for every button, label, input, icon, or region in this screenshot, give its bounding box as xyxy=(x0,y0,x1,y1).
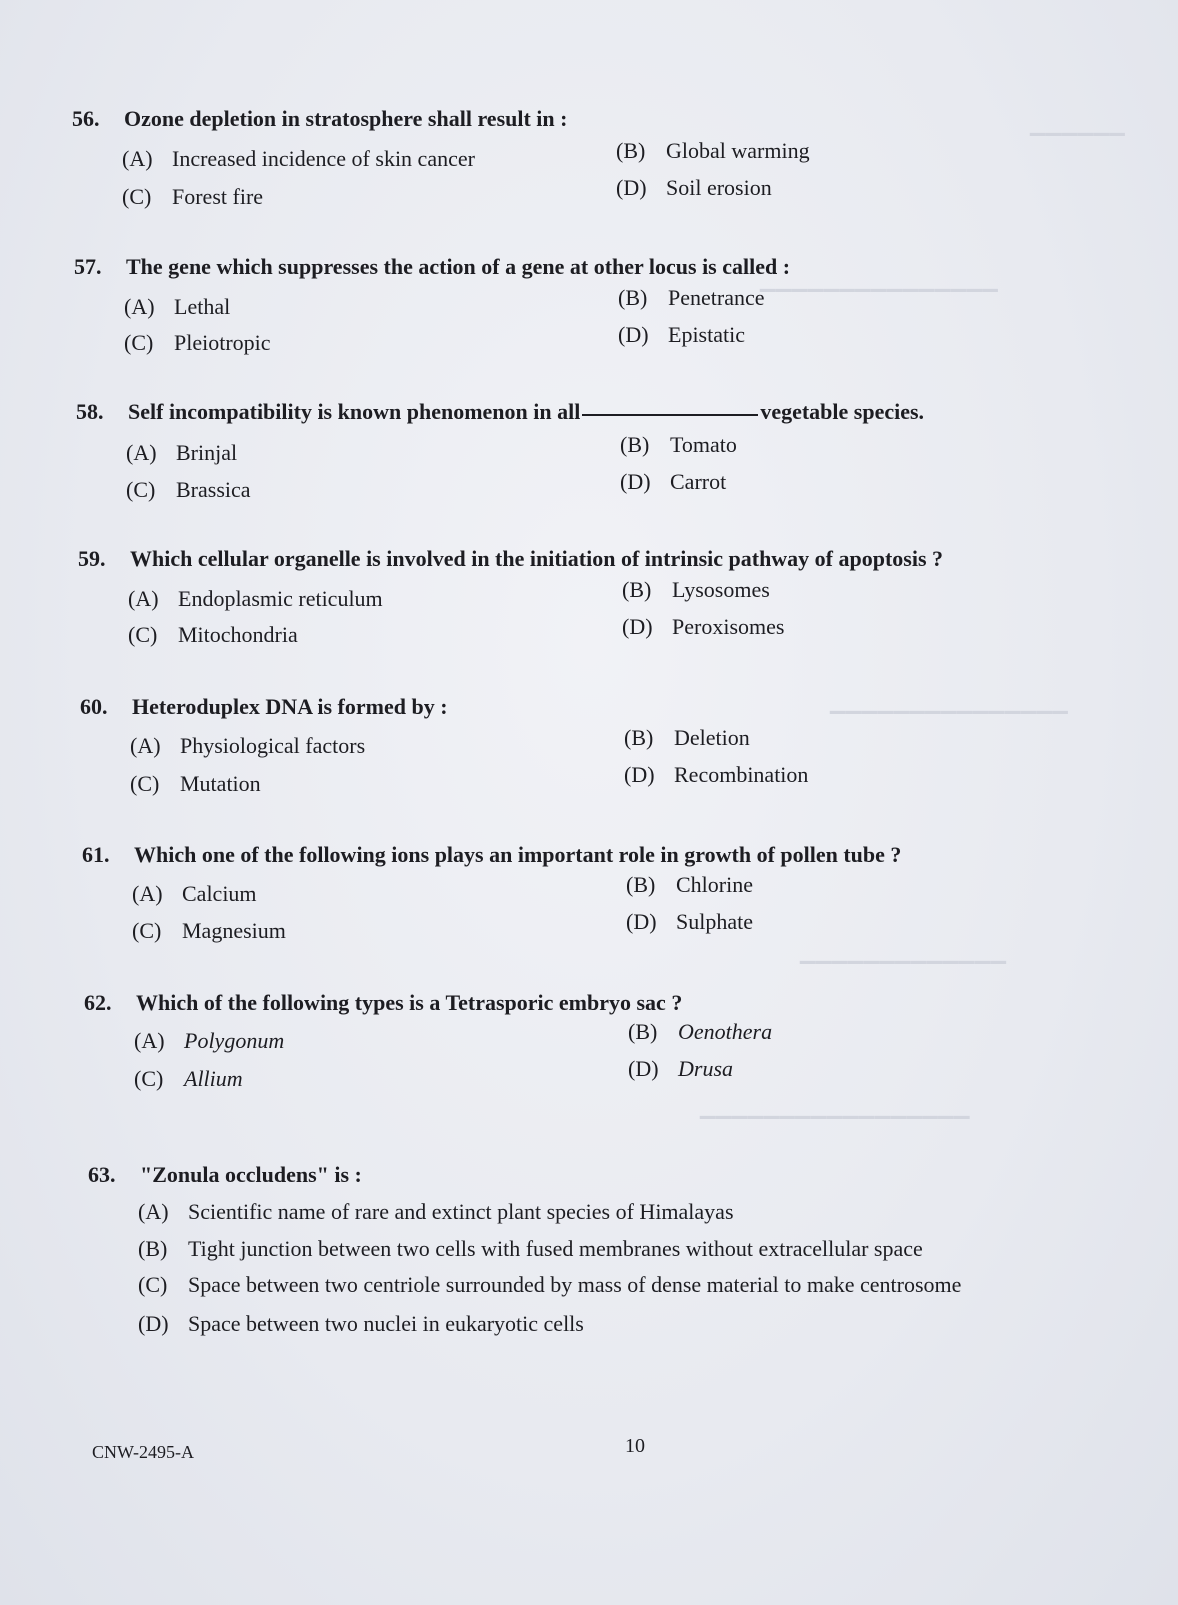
option-c xyxy=(126,477,251,503)
option-text: Physiological factors xyxy=(180,733,366,758)
option-d xyxy=(622,614,784,640)
option-text: Magnesium xyxy=(182,918,286,943)
option-label: (C) xyxy=(134,1066,164,1091)
option-b xyxy=(620,432,737,458)
question-text: Which of the following types is a Tetrasporic embryo sac ? xyxy=(136,990,683,1015)
option-label: (A) xyxy=(128,586,159,611)
option-d xyxy=(624,762,808,788)
option-c xyxy=(124,330,271,356)
option-c xyxy=(128,622,298,648)
option-label: (C) xyxy=(124,330,154,355)
option-b xyxy=(616,138,810,164)
question-stem xyxy=(76,399,924,425)
question-stem xyxy=(74,254,790,280)
option-label: (C) xyxy=(128,622,158,647)
option-label: (D) xyxy=(628,1056,659,1081)
question-text: Heteroduplex DNA is formed by : xyxy=(132,694,448,719)
question-number: 57. xyxy=(74,254,102,279)
option-text: Epistatic xyxy=(668,322,745,347)
question-stem xyxy=(84,990,682,1016)
option-d xyxy=(626,909,753,935)
option-text: Sulphate xyxy=(676,909,753,934)
option-label: (B) xyxy=(618,285,648,310)
option-label: (C) xyxy=(130,771,160,796)
option-text: Carrot xyxy=(670,469,727,494)
question-text: Ozone depletion in stratosphere shall result in : xyxy=(124,106,568,131)
option-label: (B) xyxy=(626,872,656,897)
option-c xyxy=(132,918,286,944)
option-label: (A) xyxy=(126,440,157,465)
option-label: (C) xyxy=(122,184,152,209)
option-c xyxy=(130,771,261,797)
question-text: Which one of the following ions plays an important role in growth of pollen tube ? xyxy=(134,842,902,867)
option-label: (A) xyxy=(130,733,161,758)
option-b xyxy=(626,872,753,898)
option-label: (B) xyxy=(622,577,652,602)
option-label: (D) xyxy=(622,614,653,639)
option-text: Lysosomes xyxy=(672,577,770,602)
question-stem xyxy=(80,694,448,720)
bleed-through-decoration: ▁▁▁▁▁▁▁▁▁▁▁▁▁▁▁ xyxy=(830,692,1069,714)
option-label: (A) xyxy=(138,1199,169,1224)
option-text: Global warming xyxy=(666,138,810,163)
question-number: 60. xyxy=(80,694,108,719)
question-text: The gene which suppresses the action of a gene at other locus is called : xyxy=(126,254,791,279)
option-label: (D) xyxy=(620,469,651,494)
option-text: Brassica xyxy=(176,477,251,502)
option-label: (B) xyxy=(616,138,646,163)
question-number: 63. xyxy=(88,1162,116,1187)
question-number: 61. xyxy=(82,842,110,867)
option-c xyxy=(134,1066,243,1092)
option-text: Allium xyxy=(184,1066,243,1091)
option-text: Chlorine xyxy=(676,872,753,897)
bleed-through-decoration: ▁▁▁▁▁▁▁▁▁▁▁▁▁▁▁▁▁ xyxy=(700,1097,970,1119)
option-label: (A) xyxy=(122,146,153,171)
option-label: (B) xyxy=(624,725,654,750)
option-text: Forest fire xyxy=(172,184,264,209)
option-b xyxy=(618,285,765,311)
question-stem xyxy=(72,106,567,132)
option-b xyxy=(622,577,770,603)
option-text: Mitochondria xyxy=(178,622,298,647)
option-text: Calcium xyxy=(182,881,257,906)
option-a xyxy=(124,294,230,320)
option-d xyxy=(620,469,726,495)
option-c xyxy=(138,1272,961,1298)
bleed-through-decoration: ▁▁▁▁▁▁▁▁▁▁▁▁▁▁▁ xyxy=(760,270,999,292)
option-text: Peroxisomes xyxy=(672,614,785,639)
option-b xyxy=(628,1019,772,1045)
option-label: (C) xyxy=(126,477,156,502)
page-number: 10 xyxy=(625,1435,645,1457)
question-text: "Zonula occludens" is : xyxy=(140,1162,362,1187)
option-label: (C) xyxy=(132,918,162,943)
fill-in-blank xyxy=(582,414,758,416)
option-label: (A) xyxy=(132,881,163,906)
option-a xyxy=(128,586,383,612)
option-label: (A) xyxy=(134,1028,165,1053)
option-text: Oenothera xyxy=(678,1019,773,1044)
option-b xyxy=(624,725,750,751)
paper-code: CNW-2495-A xyxy=(92,1442,194,1462)
option-d xyxy=(616,175,772,201)
option-d xyxy=(618,322,745,348)
option-label: (D) xyxy=(616,175,647,200)
option-label: (D) xyxy=(138,1311,169,1336)
option-text: Mutation xyxy=(180,771,261,796)
option-text: Space between two nuclei in eukaryotic cells xyxy=(188,1311,584,1336)
option-label: (C) xyxy=(138,1272,168,1297)
option-text: Drusa xyxy=(678,1056,734,1081)
option-label: (A) xyxy=(124,294,155,319)
option-a xyxy=(132,881,257,907)
option-a xyxy=(130,733,365,759)
question-number: 56. xyxy=(72,106,100,131)
option-c xyxy=(122,184,263,210)
option-text: Brinjal xyxy=(176,440,238,465)
question-stem xyxy=(78,546,943,572)
option-text: Space between two centriole surrounded by mass of dense material to make centrosome xyxy=(188,1272,962,1297)
option-text: Scientific name of rare and extinct plant species of Himalayas xyxy=(188,1199,734,1224)
option-text: Penetrance xyxy=(668,285,765,310)
option-text: Increased incidence of skin cancer xyxy=(172,146,475,171)
option-label: (B) xyxy=(138,1236,168,1261)
option-text: Soil erosion xyxy=(666,175,772,200)
option-a xyxy=(126,440,237,466)
question-number: 59. xyxy=(78,546,106,571)
option-text: Tight junction between two cells with fused membranes without extracellular space xyxy=(188,1236,923,1261)
bleed-through-decoration: ▁▁▁▁▁▁▁▁▁▁▁▁▁ xyxy=(800,942,1007,964)
option-label: (D) xyxy=(618,322,649,347)
question-text: Which cellular organelle is involved in the initiation of intrinsic pathway of apoptosis ? xyxy=(130,546,944,571)
question-number: 58. xyxy=(76,399,104,424)
option-label: (D) xyxy=(626,909,657,934)
question-text-before-blank: Self incompatibility is known phenomenon in all xyxy=(128,399,581,424)
question-text-after-blank: vegetable species. xyxy=(760,399,925,424)
option-d xyxy=(628,1056,733,1082)
option-label: (D) xyxy=(624,762,655,787)
question-number: 62. xyxy=(84,990,112,1015)
question-stem xyxy=(82,842,901,868)
option-text: Recombination xyxy=(674,762,809,787)
option-text: Tomato xyxy=(670,432,737,457)
option-text: Polygonum xyxy=(184,1028,285,1053)
option-label: (B) xyxy=(628,1019,658,1044)
question-stem xyxy=(88,1162,362,1188)
option-text: Deletion xyxy=(674,725,750,750)
option-text: Lethal xyxy=(174,294,231,319)
option-text: Pleiotropic xyxy=(174,330,271,355)
option-b xyxy=(138,1236,923,1262)
option-label: (B) xyxy=(620,432,650,457)
option-a xyxy=(134,1028,284,1054)
option-a xyxy=(138,1199,734,1225)
option-d xyxy=(138,1311,584,1337)
option-text: Endoplasmic reticulum xyxy=(178,586,383,611)
bleed-through-decoration: ▁▁▁▁▁▁ xyxy=(1030,114,1126,136)
option-a xyxy=(122,146,475,172)
